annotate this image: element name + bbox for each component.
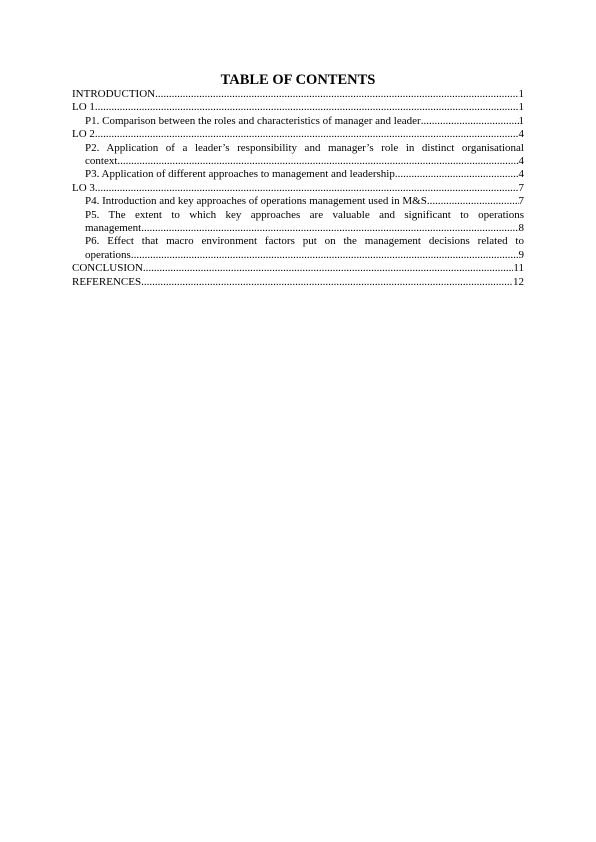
dot-leader: [131, 249, 519, 262]
dot-leader: [141, 222, 518, 235]
toc-entry-label-line2: operations: [85, 248, 131, 261]
dot-leader: [141, 276, 513, 289]
toc-heading: TABLE OF CONTENTS: [220, 72, 376, 88]
toc-entry-p2[interactable]: [72, 142, 524, 169]
toc-entry-label: INTRODUCTION: [72, 88, 156, 100]
toc-entry-label: P1. Comparison between the roles and characteristics of manager and leader: [85, 114, 421, 127]
dot-leader: [155, 88, 518, 101]
toc-entry-conclusion[interactable]: [72, 262, 524, 275]
toc-entry-label: CONCLUSION: [72, 262, 143, 275]
toc-entry-introduction[interactable]: [72, 88, 524, 101]
toc-entry-page: 7: [518, 195, 524, 208]
dot-leader: [421, 115, 519, 128]
dot-leader: [143, 262, 514, 275]
toc-entry-p6[interactable]: [72, 235, 524, 262]
toc-entry-page: 4: [518, 155, 524, 168]
toc-entry-label: LO 2: [72, 128, 95, 141]
toc-entry-page: 9: [518, 248, 524, 261]
toc-entry-line2: [85, 155, 524, 168]
toc-entry-label-line1: P2. Application of a leader’s responsibility and manager’s role in distinct organisational: [85, 141, 524, 154]
dot-leader: [117, 155, 518, 168]
toc-entry-label-line1: P5. The extent to which key approaches are valuable and significant to operations: [85, 208, 524, 221]
toc-entry-label-line1: P6. Effect that macro environment factors put on the management decisions related to: [85, 235, 524, 248]
toc-entry-lo3[interactable]: [72, 182, 524, 195]
toc-entry-label-line2: context: [85, 155, 118, 168]
toc-entry-label: REFERENCES: [72, 275, 142, 288]
toc-entry-page: 1: [518, 114, 524, 127]
toc-entry-p5[interactable]: [72, 209, 524, 236]
toc-entry-line2: [85, 249, 524, 262]
toc-entry-page: 4: [518, 128, 524, 141]
toc-entry-label: LO 1: [72, 101, 95, 114]
toc-entry-references[interactable]: [72, 276, 524, 289]
toc-entry-p1[interactable]: [72, 115, 524, 128]
toc-entry-page: 1: [518, 88, 524, 100]
toc-entry-page: 12: [513, 275, 524, 288]
toc-entry-label: P4. Introduction and key approaches of operations management used in M&S: [85, 195, 427, 208]
toc-entry-page: 11: [513, 262, 524, 275]
toc-entry-label-line2: management: [85, 222, 142, 235]
toc-entry-page: 1: [518, 101, 524, 114]
toc-entry-line2: [85, 222, 524, 235]
dot-leader: [95, 101, 519, 114]
toc-entry-lo2[interactable]: [72, 128, 524, 141]
dot-leader: [395, 168, 519, 181]
table-of-contents: [72, 72, 524, 289]
dot-leader: [95, 128, 519, 141]
toc-entry-p4[interactable]: [72, 195, 524, 208]
dot-leader: [427, 195, 519, 208]
toc-entry-page: 4: [518, 168, 524, 181]
toc-entry-page: 8: [518, 222, 524, 235]
toc-entry-lo1[interactable]: [72, 101, 524, 114]
toc-entry-label: P3. Application of different approaches to management and leadership: [85, 168, 395, 181]
toc-entry-label: LO 3: [72, 181, 95, 194]
dot-leader: [95, 182, 519, 195]
toc-entry-page: 7: [518, 181, 524, 194]
toc-entry-p3[interactable]: [72, 168, 524, 181]
